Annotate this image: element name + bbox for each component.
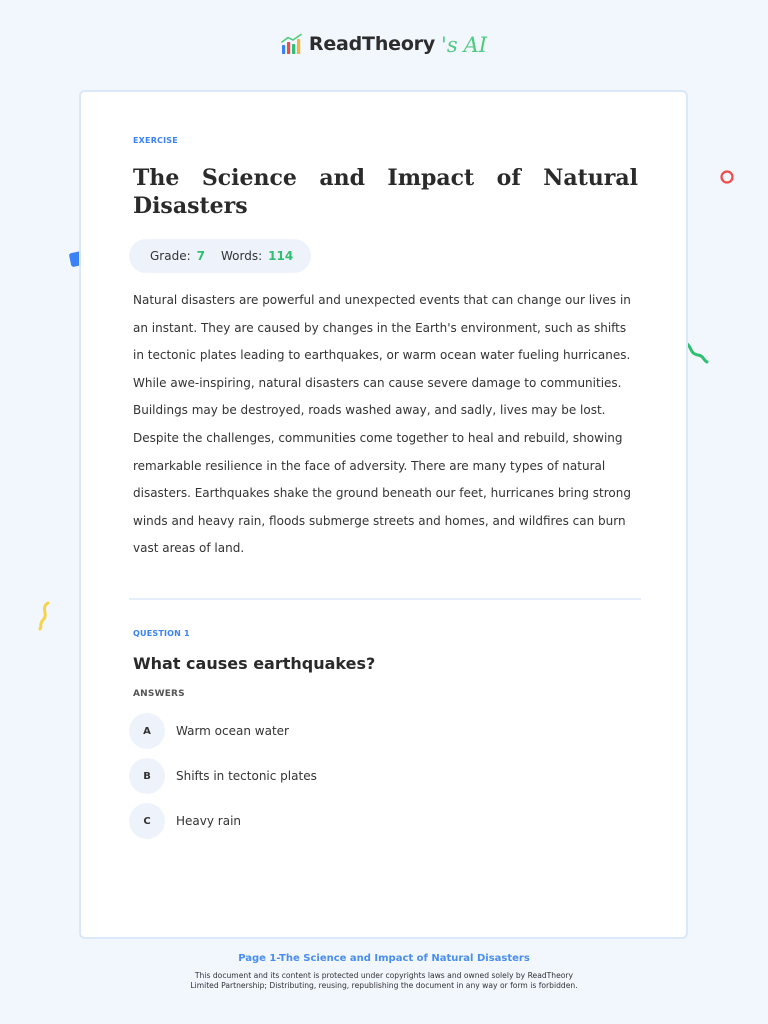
footer-page-title: Page 1-The Science and Impact of Natural Disasters — [238, 953, 530, 964]
answer-letter: C — [129, 803, 165, 839]
words-value: 114 — [268, 249, 294, 263]
question-text: What causes earthquakes? — [133, 654, 376, 673]
words-label: Words: — [221, 249, 263, 263]
answer-letter: B — [129, 758, 165, 794]
exercise-meta-pill — [129, 239, 311, 273]
answer-text: Shifts in tectonic plates — [176, 769, 317, 783]
notice-line-2: Limited Partnership; Distributing, reusing, republishing the document in any way or form is forbidden. — [190, 981, 578, 990]
grade-label: Grade: — [150, 249, 191, 263]
brand-ai-text: AI — [463, 33, 488, 57]
exercise-title: The Science and Impact of Natural Disasters — [133, 165, 638, 219]
answer-option-c[interactable] — [129, 803, 241, 839]
brand-suffix: 's — [441, 33, 458, 57]
answer-text: Warm ocean water — [176, 724, 289, 738]
section-divider — [129, 598, 641, 600]
red-ring-ornament — [719, 169, 735, 185]
question-eyebrow: QUESTION 1 — [133, 629, 190, 638]
brand-name: ReadTheory — [308, 33, 436, 55]
notice-line-1: This document and its content is protected under copyrights laws and owned solely by ReadTheory — [194, 971, 574, 980]
brand-logo — [0, 32, 768, 56]
grade-value: 7 — [196, 249, 205, 263]
answer-text: Heavy rain — [176, 814, 242, 828]
yellow-curve-ornament — [36, 600, 54, 632]
exercise-card — [79, 90, 688, 939]
answer-option-b[interactable] — [129, 758, 317, 794]
answer-letter: A — [129, 713, 165, 749]
footer-copyright-notice — [164, 971, 604, 991]
exercise-eyebrow: EXERCISE — [133, 136, 178, 145]
bar-chart-logo-icon — [281, 33, 303, 55]
reading-passage: Natural disasters are powerful and unexpected events that can change our lives in an instant. They are caused by changes in the Earth's environment, such as shifts in tectonic plates leading to earthquakes, or warm ocean water fueling hurricanes. While awe-inspiring, natural disasters can cause severe damage to communities. Buildings may be destroyed, roads washed away, and sadly, lives may be lost. Despite the challenges, communities come together to heal and rebuild, showing remarkable resilience in the face of adversity. There are many types of natural disasters. Earthquakes shake the ground beneath our feet, hurricanes bring strong winds and heavy rain, floods submerge streets and homes, and wildfires can burn vast areas of land. — [133, 293, 631, 556]
answer-option-a[interactable] — [129, 713, 289, 749]
answers-label: ANSWERS — [133, 689, 185, 699]
